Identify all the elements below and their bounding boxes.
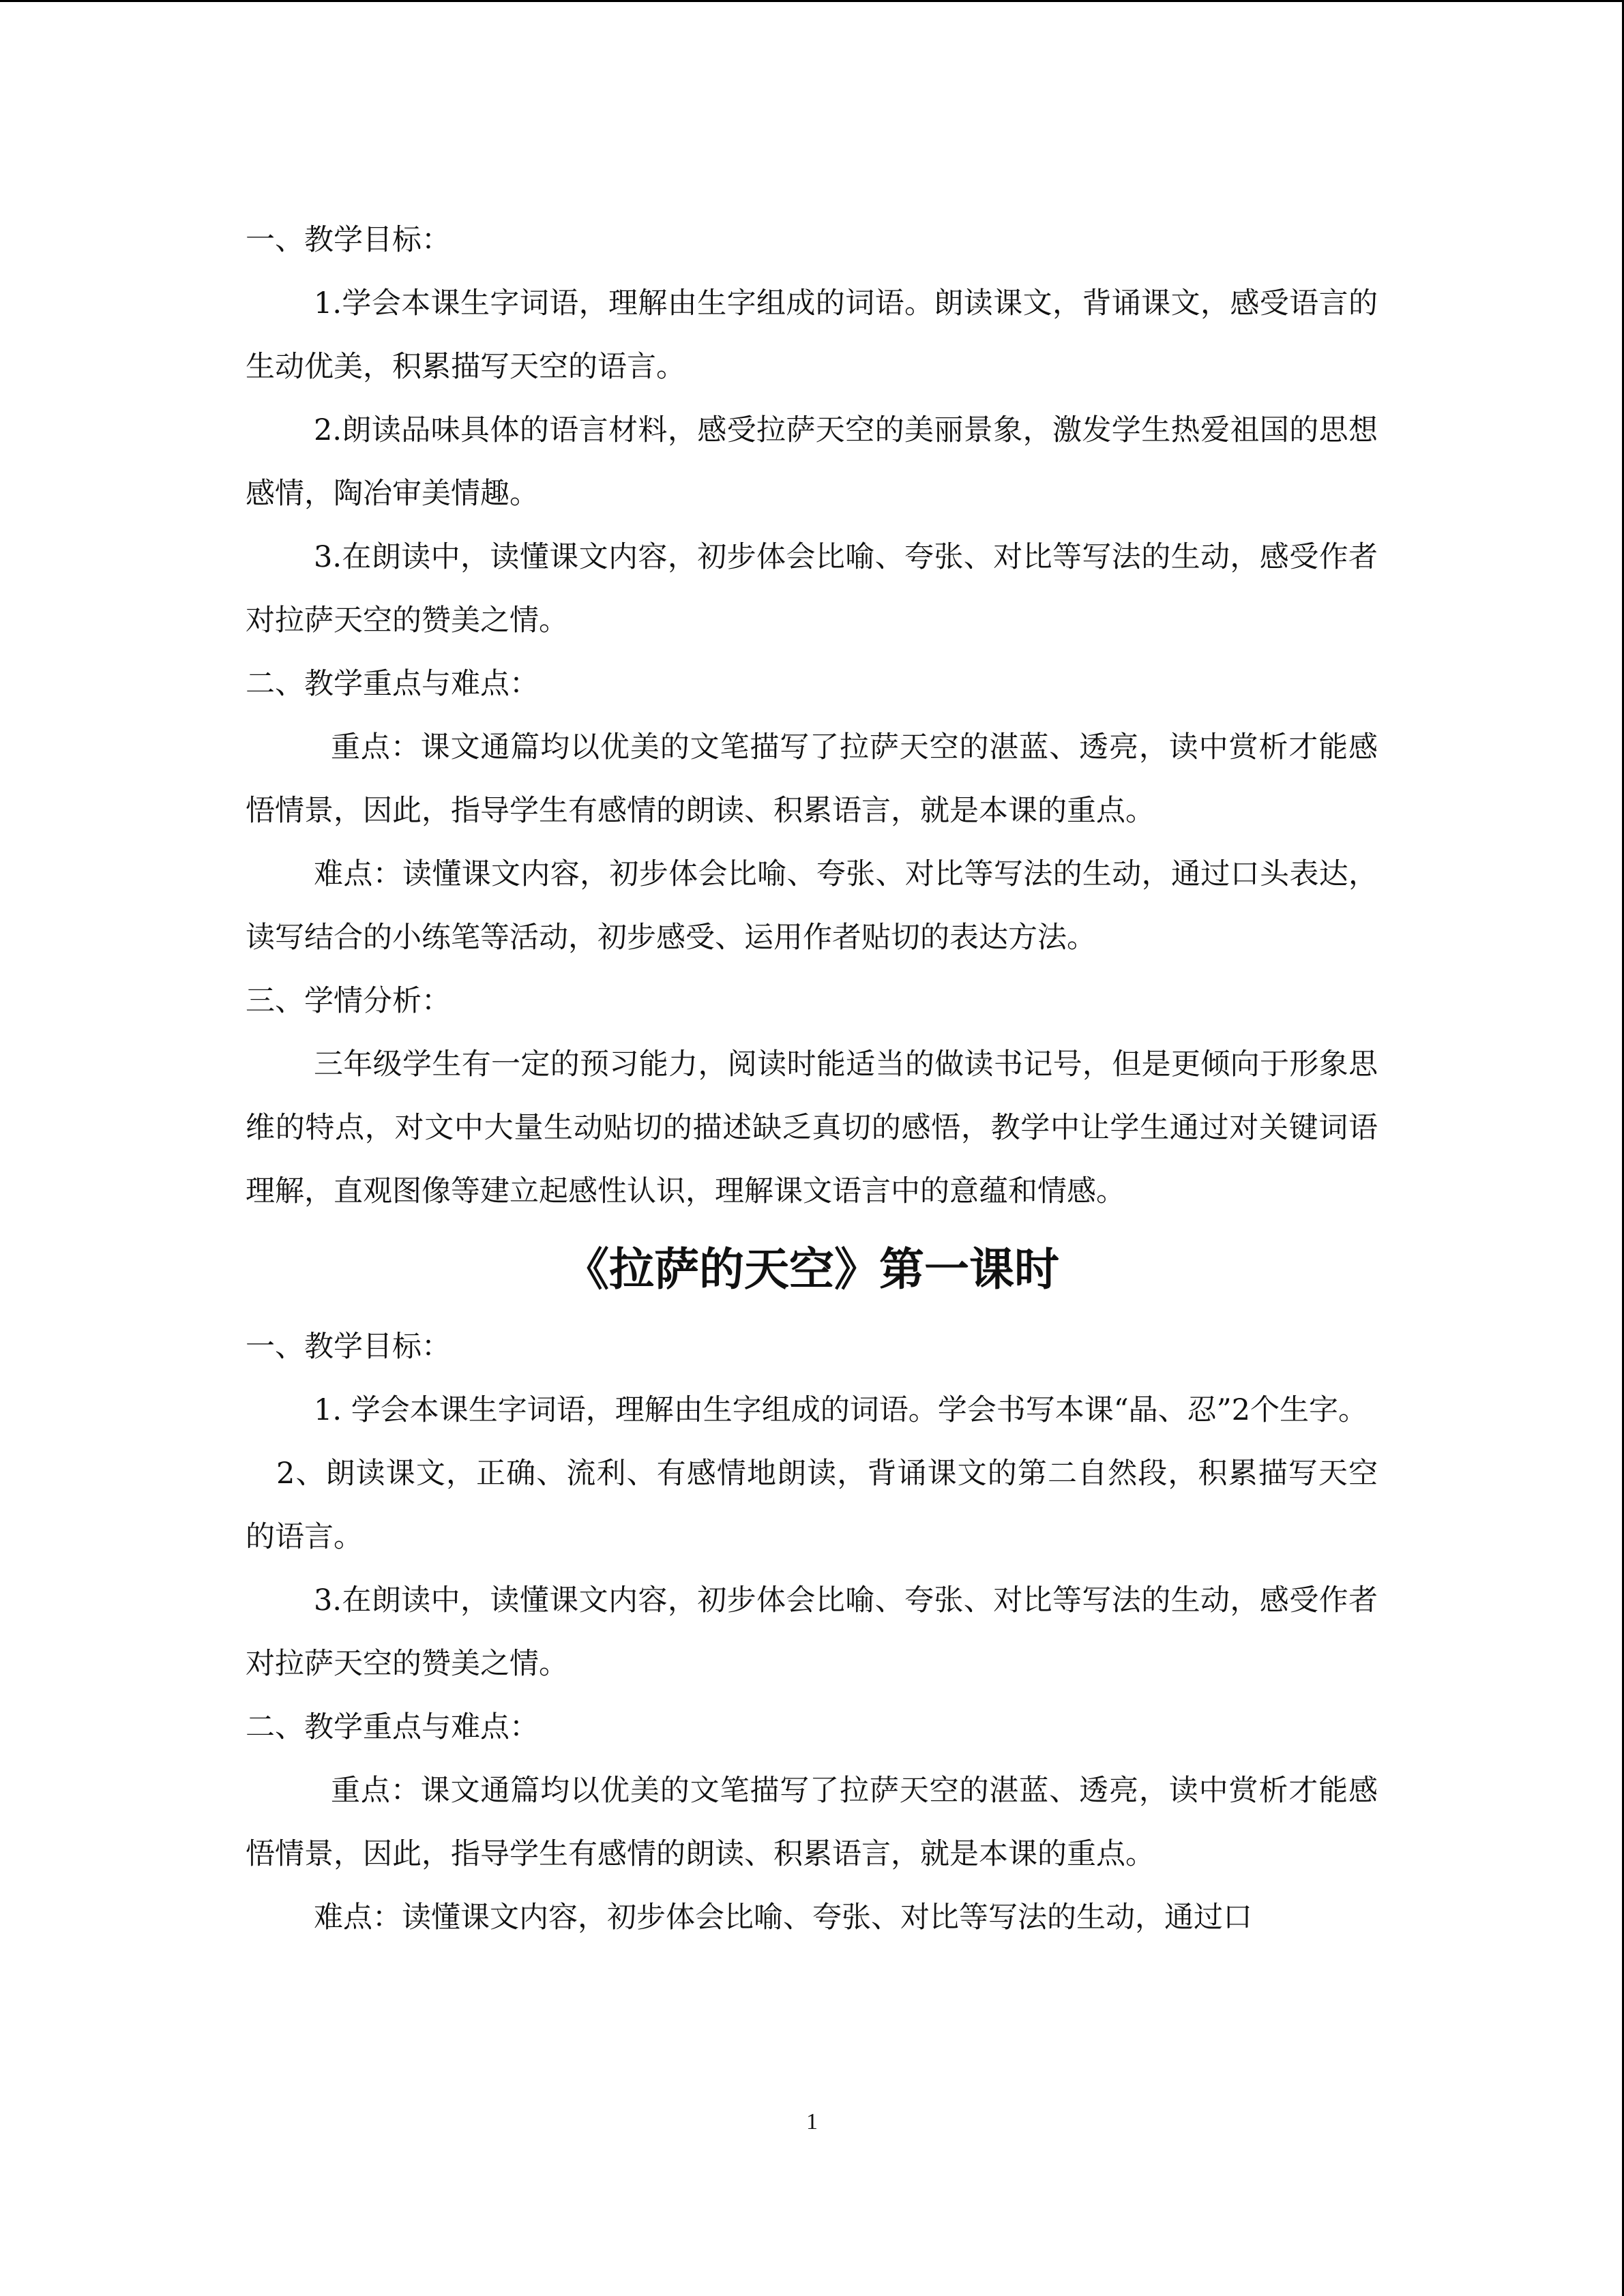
paragraph-goal-3: 3.在朗读中，读懂课文内容，初步体会比喻、夸张、对比等写法的生动，感受作者对拉萨天空的赞美之情。	[246, 540, 1378, 638]
paragraph-goal-2: 2.朗读品味具体的语言材料，感受拉萨天空的美丽景象，激发学生热爱祖国的思想感情，陶冶审美情趣。	[246, 413, 1378, 511]
paragraph-difficulty-b: 难点：读懂课文内容，初步体会比喻、夸张、对比等写法的生动，通过口	[314, 1900, 1252, 1935]
paragraph-difficulty: 难点：读懂课文内容，初步体会比喻、夸张、对比等写法的生动，通过口头表达，读写结合的小练笔等活动，初步感受、运用作者贴切的表达方法。	[246, 857, 1378, 955]
paragraph-goal-3-b: 3.在朗读中，读懂课文内容，初步体会比喻、夸张、对比等写法的生动，感受作者对拉萨天空的赞美之情。	[246, 1583, 1378, 1681]
paragraph-key-point-b: 重点：课文通篇均以优美的文笔描写了拉萨天空的湛蓝、透亮，读中赏析才能感悟情景，因此，指导学生有感情的朗读、积累语言，就是本课的重点。	[246, 1774, 1378, 1871]
paragraph-goal-1: 1.学会本课生字词语，理解由生字组成的词语。朗读课文，背诵课文，感受语言的生动优美，积累描写天空的语言。	[246, 286, 1378, 384]
section-heading-student-analysis: 三、学情分析：	[246, 984, 451, 1018]
section-heading-key-points: 二、教学重点与难点：	[246, 667, 539, 701]
section-heading-teaching-goals: 一、教学目标：	[246, 223, 451, 257]
lesson-title: 《拉萨的天空》第一课时	[564, 1243, 1059, 1296]
paragraph-student-analysis: 三年级学生有一定的预习能力，阅读时能适当的做读书记号，但是更倾向于形象思维的特点，对文中大量生动贴切的描述缺乏真切的感悟，教学中让学生通过对关键词语理解，直观图像等建立起感性认识，理解课文语言中的意蕴和情感。	[246, 1047, 1378, 1208]
section-heading-key-points-2: 二、教学重点与难点：	[246, 1710, 539, 1744]
paragraph-goal-2-b: 2、朗读课文，正确、流利、有感情地朗读，背诵课文的第二自然段，积累描写天空的语言。	[246, 1457, 1378, 1554]
paragraph-goal-1-b: 1. 学会本课生字词语，理解由生字组成的词语。学会书写本课“晶、忍”2个生字。	[314, 1393, 1368, 1427]
paragraph-key-point: 重点：课文通篇均以优美的文笔描写了拉萨天空的湛蓝、透亮，读中赏析才能感悟情景，因此，指导学生有感情的朗读、积累语言，就是本课的重点。	[246, 730, 1378, 828]
document-body	[246, 209, 1378, 1950]
section-heading-teaching-goals-2: 一、教学目标：	[246, 1330, 451, 1364]
page-number: 1	[806, 2109, 818, 2134]
